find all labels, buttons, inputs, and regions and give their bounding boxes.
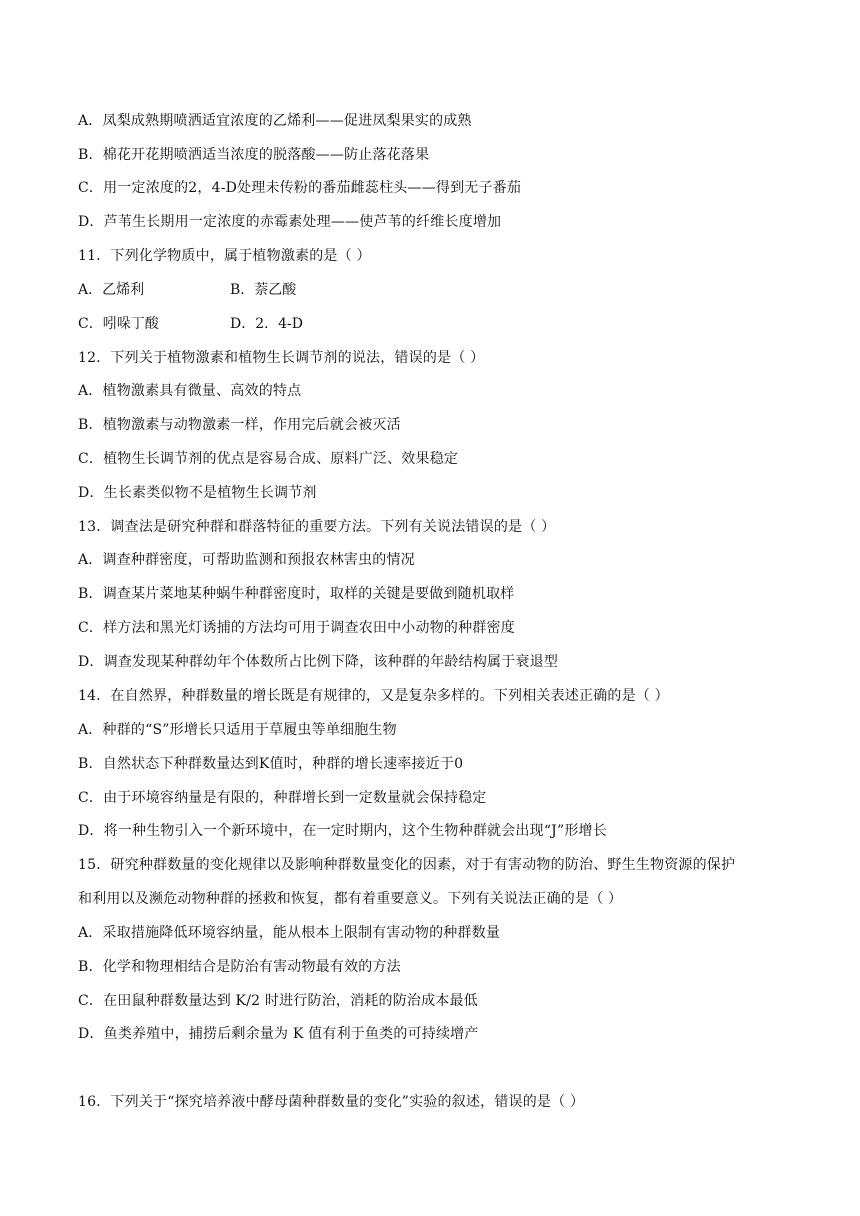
q15-option-a: A．采取措施降低环境容纳量，能从根本上限制有害动物的种群数量 — [78, 925, 501, 941]
q15-stem-line-1: 15．研究种群数量的变化规律以及影响种群数量变化的因素，对于有害动物的防治、野生生物资源的保护 — [78, 857, 736, 873]
q14-option-b: B．自然状态下种群数量达到K值时，种群的增长速率接近于0 — [78, 756, 464, 772]
q11-option-d: D．2．4-D — [230, 316, 303, 332]
q15-option-d: D．鱼类养殖中，捕捞后剩余量为 K 值有利于鱼类的可持续增产 — [78, 1026, 479, 1042]
q11-option-c: C．吲哚丁酸 — [78, 316, 159, 332]
q13-option-d: D．调查发现某种群幼年个体数所占比例下降，该种群的年龄结构属于衰退型 — [78, 654, 559, 670]
q13-option-c: C．样方法和黑光灯诱捕的方法均可用于调查农田中小动物的种群密度 — [78, 620, 515, 636]
q11-options-row-2 — [78, 314, 303, 334]
q12-option-d: D．生长素类似物不是植物生长调节剂 — [78, 485, 317, 501]
q10-option-b: B．棉花开花期喷洒适当浓度的脱落酸——防止落花落果 — [78, 147, 430, 163]
q11-options-row-1 — [78, 280, 296, 300]
q15-option-b: B．化学和物理相结合是防治有害动物最有效的方法 — [78, 959, 401, 975]
q15-stem-line-2: 和利用以及濒危动物种群的拯救和恢复，都有着重要意义。下列有关说法正确的是（ ） — [78, 891, 623, 907]
q14-option-c: C．由于环境容纳量是有限的，种群增长到一定数量就会保持稳定 — [78, 790, 487, 806]
q16-stem: 16．下列关于“探究培养液中酵母菌种群数量的变化”实验的叙述，错误的是（ ） — [78, 1094, 585, 1110]
q10-option-d: D．芦苇生长期用一定浓度的赤霉素处理——使芦苇的纤维长度增加 — [78, 214, 502, 230]
q12-option-c: C．植物生长调节剂的优点是容易合成、原料广泛、效果稳定 — [78, 451, 459, 467]
q15-option-c: C．在田鼠种群数量达到 K/2 时进行防治，消耗的防治成本最低 — [78, 993, 478, 1009]
q12-option-b: B．植物激素与动物激素一样，作用完后就会被灭活 — [78, 417, 401, 433]
q12-option-a: A．植物激素具有微量、高效的特点 — [78, 383, 302, 399]
q10-option-a: A．凤梨成熟期喷洒适宜浓度的乙烯利——促进凤梨果实的成熟 — [78, 113, 472, 129]
q13-stem: 13．调查法是研究种群和群落特征的重要方法。下列有关说法错误的是（ ） — [78, 519, 556, 535]
q11-stem: 11．下列化学物质中，属于植物激素的是（ ） — [78, 248, 371, 264]
q11-option-b: B．萘乙酸 — [230, 282, 297, 298]
q14-option-d: D．将一种生物引入一个新环境中，在一定时期内，这个生物种群就会出现“J”形增长 — [78, 823, 607, 839]
q14-stem: 14．在自然界，种群数量的增长既是有规律的，又是复杂多样的。下列相关表述正确的是（ ） — [78, 688, 669, 704]
q13-option-b: B．调查某片菜地某种蜗牛种群密度时，取样的关键是要做到随机取样 — [78, 586, 515, 602]
q14-option-a: A．种群的“S”形增长只适用于草履虫等单细胞生物 — [78, 722, 397, 738]
q11-option-a: A．乙烯利 — [78, 282, 145, 298]
q12-stem: 12．下列关于植物激素和植物生长调节剂的说法，错误的是（ ） — [78, 350, 485, 366]
q10-option-c: C．用一定浓度的2，4-D处理未传粉的番茄雌蕊柱头——得到无子番茄 — [78, 180, 522, 196]
q13-option-a: A．调查种群密度，可帮助监测和预报农林害虫的情况 — [78, 552, 415, 568]
